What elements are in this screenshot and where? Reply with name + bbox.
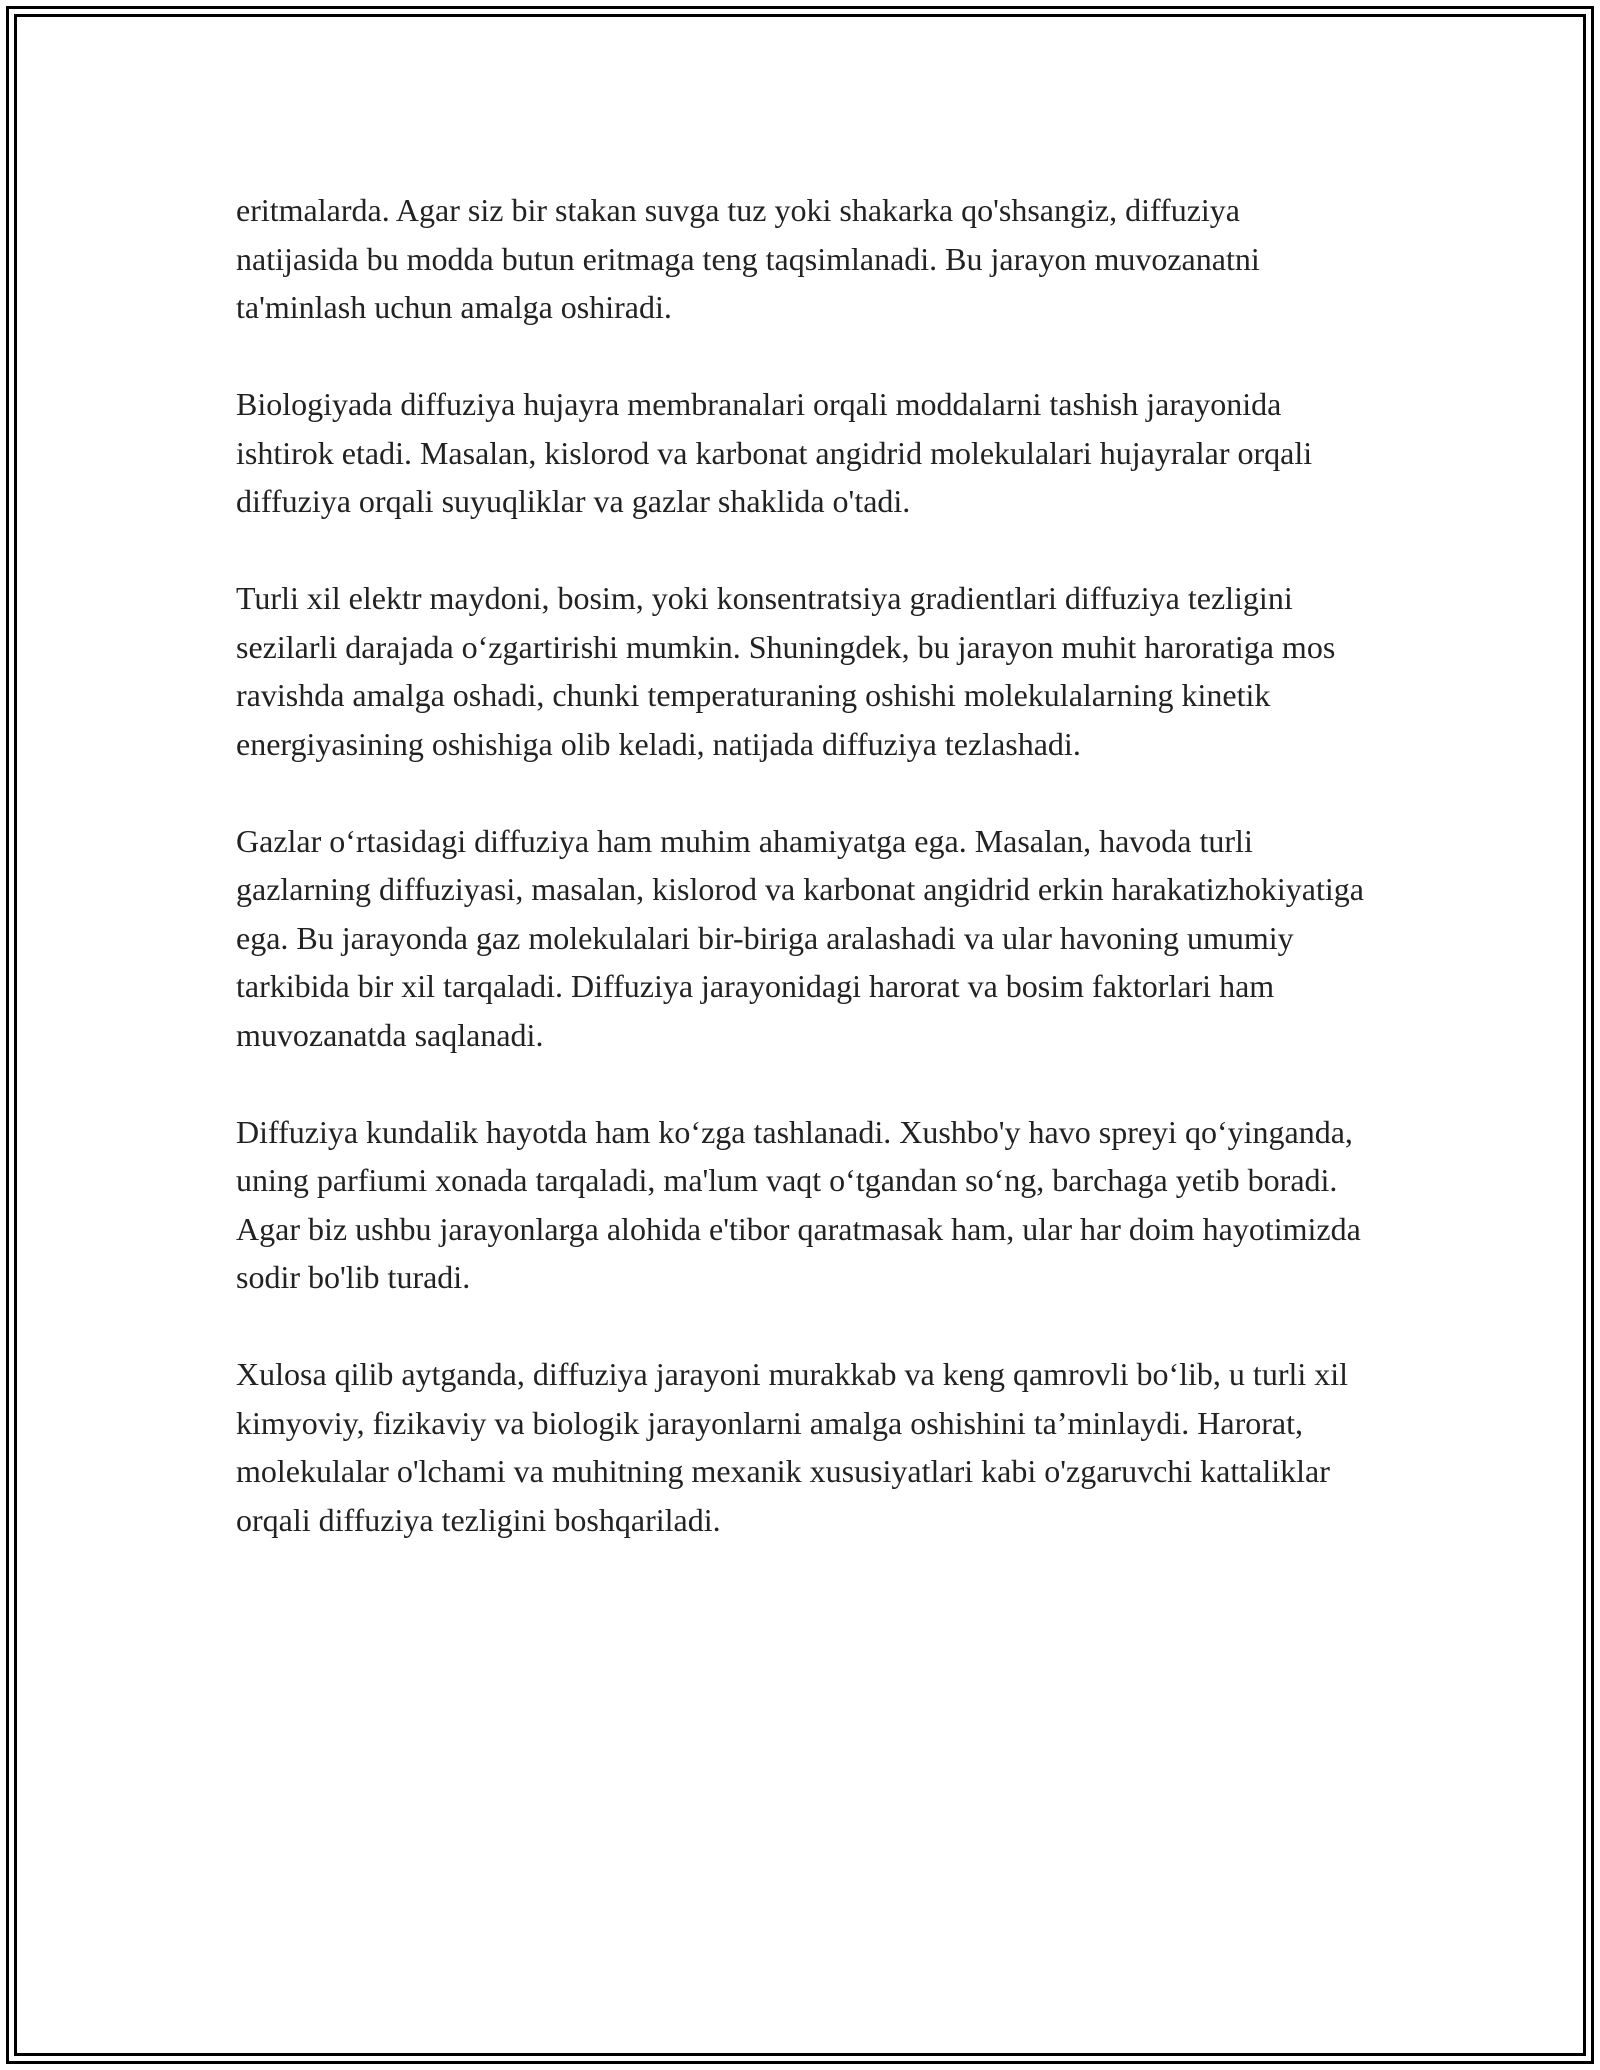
paragraph-everyday-life: Diffuziya kundalik hayotda ham ko‘zga tashlanadi. Xushbo'y havo spreyi qo‘yinganda, uning parfiumi xonada tarqaladi, ma'lum vaqt o‘tgandan so‘ng, barchaga yetib boradi. Agar biz ushbu jarayonlarga alohida e'tibor qaratmasak ham, ular har doim hayotimizda sodir bo'lib turadi. xyxy=(236,1113,1361,1295)
paragraph-factors: Turli xil elektr maydoni, bosim, yoki konsentratsiya gradientlari diffuziya tezligini sezilarli darajada o‘zgartirishi mumkin. Shuningdek, bu jarayon muhit haroratiga mos ravishda amalga oshadi, chunki temperaturaning oshishi molekulalarning kinetik energiyasining oshishiga olib keladi, natijada diffuziya tezlashadi. xyxy=(236,580,1336,762)
paragraph-biology: Biologiyada diffuziya hujayra membranalari orqali moddalarni tashish jarayonida ishtirok etadi. Masalan, kislorod va karbonat angidrid molekulalari hujayralar orqali diffuziya orqali suyuqliklar va gazlar shaklida o'tadi. xyxy=(236,386,1313,519)
paragraph-gases: Gazlar o‘rtasidagi diffuziya ham muhim ahamiyatga ega. Masalan, havoda turli gazlarning diffuziyasi, masalan, kislorod va karbonat angidrid erkin harakatizhokiyatiga ega. Bu jarayonda gaz molekulalari bir-biriga aralashadi va ular havoning umumiy tarkibida bir xil tarqaladi. Diffuziya jarayonidagi harorat va bosim faktorlari ham muvozanatda saqlanadi. xyxy=(236,822,1364,1053)
paragraph-conclusion: Xulosa qilib aytganda, diffuziya jarayoni murakkab va keng qamrovli bo‘lib, u turli xil kimyoviy, fizikaviy va biologik jarayonlarni amalga oshishini ta’minlaydi. Harorat, molekulalar o'lchami va muhitning mexanik xususiyatlari kabi o'zgaruvchi kattaliklar orqali diffuziya tezligini boshqariladi. xyxy=(236,1356,1349,1538)
document-body xyxy=(236,186,1366,1544)
paragraph-solutions: eritmalarda. Agar siz bir stakan suvga tuz yoki shakarka qo'shsangiz, diffuziya natijasida bu modda butun eritmaga teng taqsimlanadi. Bu jarayon muvozanatni ta'minlash uchun amalga oshiradi. xyxy=(236,192,1260,325)
